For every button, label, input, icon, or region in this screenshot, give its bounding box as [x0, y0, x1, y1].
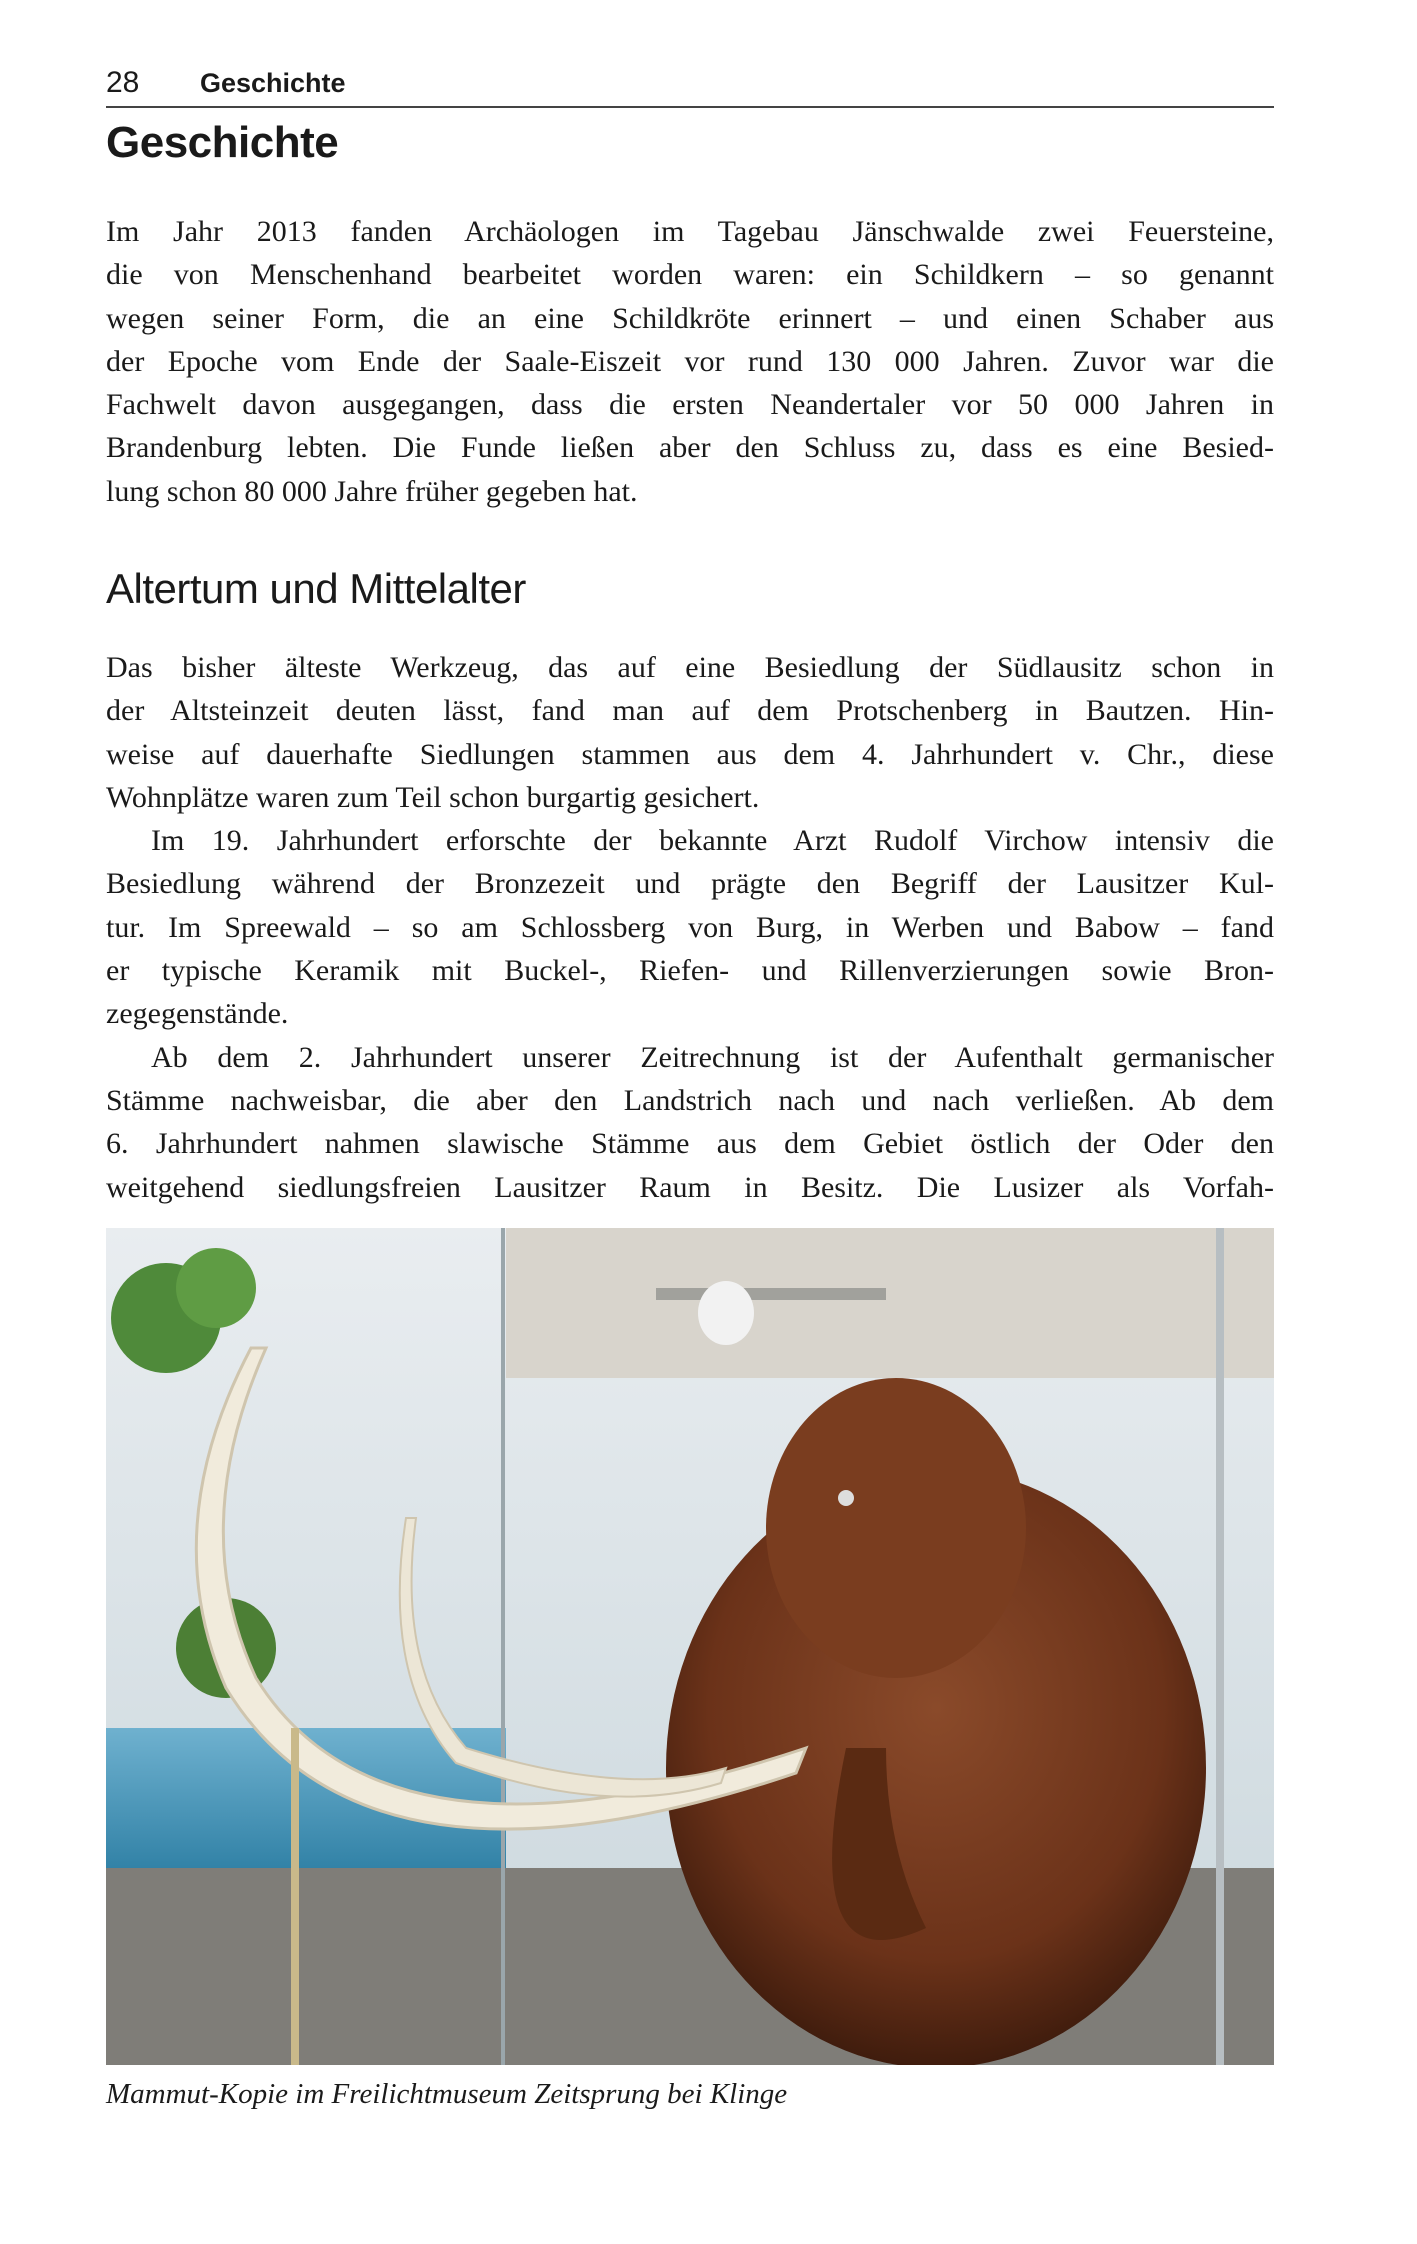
text-line: Wohnplätze waren zum Teil schon burgartig gesichert.: [106, 780, 760, 814]
running-section-title: Geschichte: [200, 68, 346, 98]
text-line: Brandenburg lebten. Die Funde ließen aber den Schluss zu, dass es eine Besied-: [106, 431, 1274, 465]
text-line: Stämme nachweisbar, die aber den Landstrich nach und nach verließen. Ab dem: [106, 1083, 1274, 1117]
running-header: [106, 62, 1274, 108]
mammoth-image: [106, 1228, 1274, 2065]
text-line: Besiedlung während der Bronzezeit und prägte den Begriff der Lausitzer Kul-: [106, 867, 1274, 901]
text-line: er typische Keramik mit Buckel-, Riefen- und Rillenverzierungen sowie Bron-: [106, 954, 1274, 988]
page-number: 28: [106, 66, 140, 99]
photo-caption: Mammut-Kopie im Freilichtmuseum Zeitsprung bei Klinge: [106, 2078, 788, 2110]
text-line: Fachwelt davon ausgegangen, dass die ersten Neandertaler vor 50 000 Jahren in: [106, 388, 1274, 422]
text-line: der Epoche vom Ende der Saale-Eiszeit vor rund 130 000 Jahren. Zuvor war die: [106, 344, 1274, 378]
text-line: die von Menschenhand bearbeitet worden waren: ein Schildkern – so genannt: [106, 258, 1274, 292]
intro-paragraph: [106, 210, 1274, 513]
text-line: lung schon 80 000 Jahre früher gegeben hat.: [106, 474, 638, 508]
text-line: Ab dem 2. Jahrhundert unserer Zeitrechnung ist der Aufenthalt germanischer: [151, 1040, 1274, 1074]
text-line: tur. Im Spreewald – so am Schlossberg von Burg, in Werben und Babow – fand: [106, 910, 1274, 944]
section-heading: Altertum und Mittelalter: [106, 565, 526, 612]
text-line: wegen seiner Form, die an eine Schildkröte erinnert – und einen Schaber aus: [106, 301, 1274, 335]
text-line: Im 19. Jahrhundert erforschte der bekannte Arzt Rudolf Virchow intensiv die: [151, 824, 1274, 858]
text-line: Im Jahr 2013 fanden Archäologen im Tagebau Jänschwalde zwei Feuersteine,: [106, 215, 1274, 248]
text-line: zegegenstände.: [106, 997, 289, 1031]
text-line: weise auf dauerhafte Siedlungen stammen aus dem 4. Jahrhundert v. Chr., diese: [106, 737, 1274, 771]
chapter-title: Geschichte: [106, 118, 339, 167]
text-line: der Altsteinzeit deuten lässt, fand man auf dem Protschenberg in Bautzen. Hin-: [106, 694, 1274, 728]
text-line: weitgehend siedlungsfreien Lausitzer Raum in Besitz. Die Lusizer als Vorfah-: [106, 1170, 1274, 1204]
mammoth-photo: [106, 1228, 1274, 2065]
text-line: 6. Jahrhundert nahmen slawische Stämme aus dem Gebiet östlich der Oder den: [106, 1127, 1274, 1161]
section-body: [106, 646, 1274, 1209]
text-line: Das bisher älteste Werkzeug, das auf eine Besiedlung der Südlausitz schon in: [106, 651, 1274, 684]
